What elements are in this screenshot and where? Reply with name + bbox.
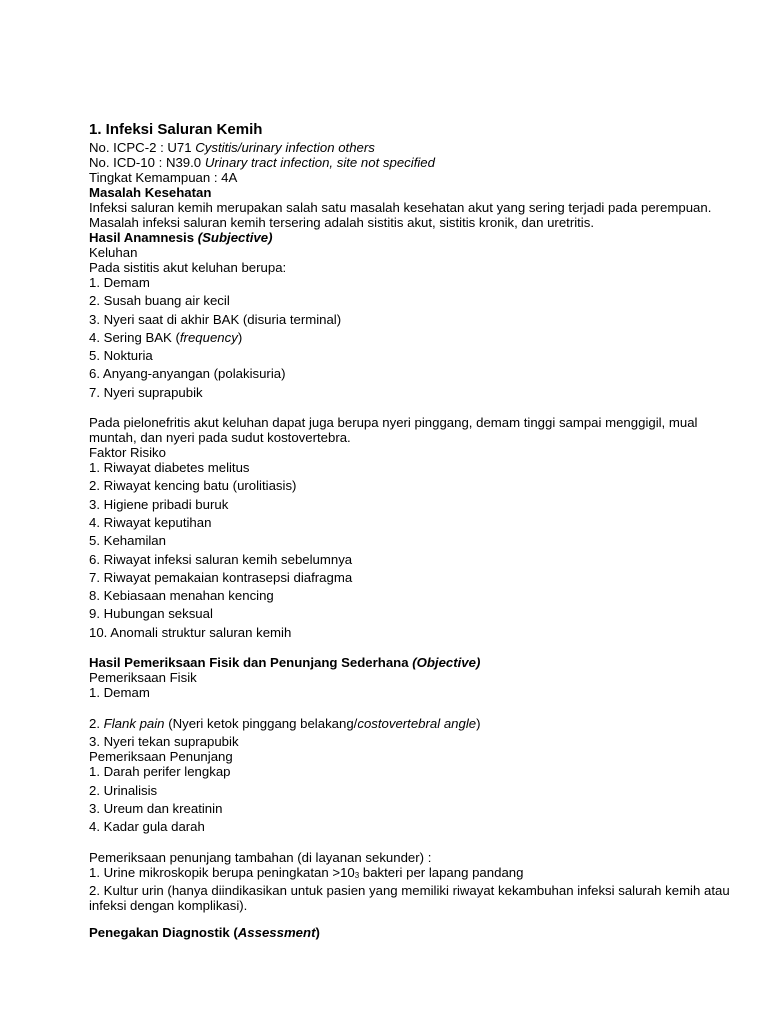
list-item: 6. Anyang-anyangan (polakisuria) (89, 366, 286, 382)
list-item: 7. Riwayat pemakaian kontrasepsi diafragma (89, 569, 353, 585)
list-item-text: (Nyeri ketok pinggang belakang/ (164, 716, 358, 732)
anamnesis-heading-italic: (Subjective) (197, 230, 273, 245)
list-item (89, 716, 748, 731)
pemeriksaan-heading-text: Hasil Pemeriksaan Fisik dan Penunjang Sederhana (89, 655, 413, 671)
list-item: 1. Demam (89, 275, 150, 290)
list-item-italic: Flank pain (103, 716, 165, 732)
keluhan-intro: Pada sistitis akut keluhan berupa: (89, 260, 287, 275)
list-item: 8. Kebiasaan menahan kencing (89, 588, 274, 604)
icpc-code (89, 140, 748, 155)
list-item (89, 330, 748, 345)
keluhan-label: Keluhan (89, 245, 138, 260)
list-item-text: bakteri per lapang pandang (359, 864, 524, 880)
list-item: 2. Susah buang air kecil (89, 293, 230, 309)
anamnesis-heading-text: Hasil Anamnesis (89, 230, 198, 245)
icpc-description: Cystitis/urinary infection others (195, 140, 375, 155)
diagnostik-heading-italic: Assessment (237, 924, 316, 940)
diagnostik-heading-post: ) (315, 924, 320, 940)
list-item: 6. Riwayat infeksi saluran kemih sebelumnya (89, 551, 353, 567)
masalah-heading: Masalah Kesehatan (89, 185, 212, 200)
section-title: 1. Infeksi Saluran Kemih (89, 121, 263, 138)
list-item-italic: frequency (179, 329, 238, 345)
list-item: 5. Nokturia (89, 348, 153, 364)
list-item (89, 865, 748, 880)
list-item: 2. Riwayat kencing batu (urolitiasis) (89, 478, 297, 494)
list-item: 4. Riwayat keputihan (89, 514, 212, 530)
anamnesis-heading (89, 230, 748, 245)
list-item-italic: costovertebral angle (357, 716, 477, 732)
icd-description: Urinary tract infection, site not specified (204, 155, 435, 170)
penunjang-label: Pemeriksaan Penunjang (89, 749, 233, 765)
list-item: 10. Anomali struktur saluran kemih (89, 624, 292, 640)
list-item: 1. Demam (89, 685, 150, 701)
list-item-text: 4. Sering BAK ( (89, 329, 180, 345)
list-item-close: ) (476, 716, 481, 732)
icd-code (89, 155, 748, 170)
list-item-prefix: 2. (89, 716, 104, 732)
list-item: 4. Kadar gula darah (89, 819, 205, 835)
list-item-text: 1. Urine mikroskopik berupa peningkatan >10 (89, 864, 355, 880)
superscript-exponent: 3 (354, 870, 360, 880)
list-item: 1. Darah perifer lengkap (89, 764, 231, 780)
fisik-label: Pemeriksaan Fisik (89, 670, 197, 686)
icd-prefix: No. ICD-10 : N39.0 (89, 155, 205, 170)
list-item: 9. Hubungan seksual (89, 606, 213, 622)
diagnostik-heading-pre: Penegakan Diagnostik ( (89, 924, 238, 940)
list-item: 5. Kehamilan (89, 533, 166, 549)
list-item: 7. Nyeri suprapubik (89, 384, 203, 400)
list-item: 1. Riwayat diabetes melitus (89, 460, 250, 476)
list-item: 3. Ureum dan kreatinin (89, 800, 223, 816)
pemeriksaan-heading (89, 655, 748, 670)
list-item-close: ) (237, 329, 243, 345)
pemeriksaan-heading-italic: (Objective) (412, 655, 481, 671)
list-item: 2. Urinalisis (89, 782, 158, 798)
pielonefritis-paragraph: Pada pielonefritis akut keluhan dapat juga berupa nyeri pinggang, demam tinggi sampai menggigil, mual muntah, dan nyeri pada sudut kostovertebra. (89, 415, 698, 446)
list-item: 3. Nyeri tekan suprapubik (89, 734, 239, 750)
list-item: 3. Nyeri saat di akhir BAK (disuria terminal) (89, 311, 342, 327)
masalah-paragraph: Infeksi saluran kemih merupakan salah satu masalah kesehatan akut yang sering terjadi pada perempuan. Masalah infeksi saluran kemih tersering adalah sistitis akut, sistitis kronik, dan uretritis. (89, 200, 712, 230)
list-item: 2. Kultur urin (hanya diindikasikan untuk pasien yang memiliki riwayat kekambuhan infeksi salurah kemih atau infeksi dengan komplikasi). (89, 882, 730, 913)
diagnostik-heading (89, 925, 748, 940)
list-item: 3. Higiene pribadi buruk (89, 496, 229, 512)
icpc-prefix: No. ICPC-2 : U71 (89, 140, 196, 155)
tambahan-label: Pemeriksaan penunjang tambahan (di layanan sekunder) : (89, 849, 432, 865)
competency-level: Tingkat Kemampuan : 4A (89, 170, 238, 185)
faktor-risiko-label: Faktor Risiko (89, 445, 166, 461)
